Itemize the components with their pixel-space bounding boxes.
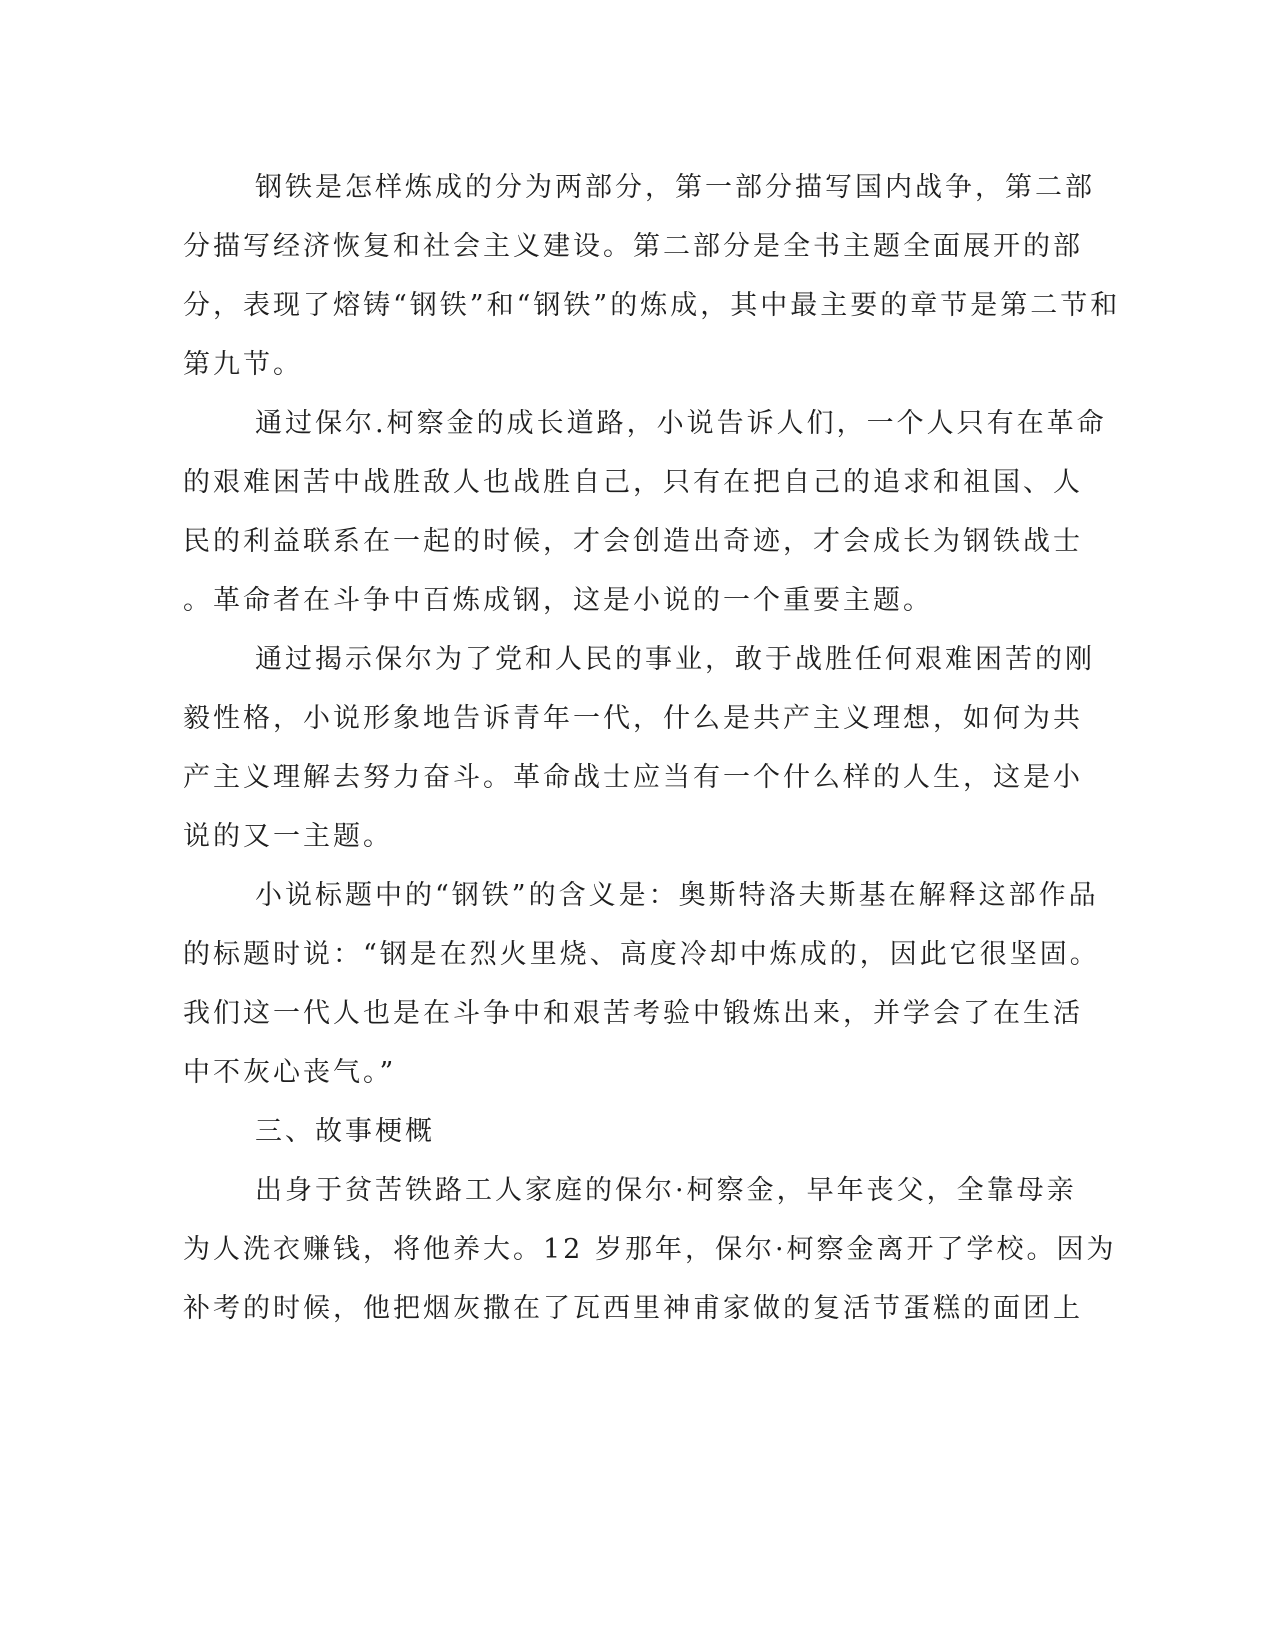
paragraph-5-line-1: 出身于贫苦铁路工人家庭的保尔·柯察金，早年丧父，全靠母亲 (255, 1175, 1077, 1206)
paragraph-1-line-2: 分描写经济恢复和社会主义建设。第二部分是全书主题全面展开的部 (183, 231, 1083, 262)
paragraph-4-line-2: 的标题时说：“钢是在烈火里烧、高度冷却中炼成的，因此它很坚固。 (183, 939, 1100, 970)
paragraph-2-line-1: 通过保尔.柯察金的成长道路，小说告诉人们，一个人只有在革命 (255, 408, 1107, 439)
paragraph-3-line-2: 毅性格，小说形象地告诉青年一代，什么是共产主义理想，如何为共 (183, 703, 1083, 734)
paragraph-4-line-3: 我们这一代人也是在斗争中和艰苦考验中锻炼出来，并学会了在生活 (183, 998, 1083, 1029)
paragraph-5-line-3: 补考的时候，他把烟灰撒在了瓦西里神甫家做的复活节蛋糕的面团上 (183, 1293, 1083, 1324)
paragraph-2-line-4: 。革命者在斗争中百炼成钢，这是小说的一个重要主题。 (183, 585, 933, 616)
paragraph-3-line-1: 通过揭示保尔为了党和人民的事业，敢于战胜任何艰难困苦的刚 (255, 644, 1095, 675)
paragraph-5-line-2: 为人洗衣赚钱，将他养大。12 岁那年，保尔·柯察金离开了学校。因为 (183, 1234, 1117, 1265)
paragraph-4-line-4: 中不灰心丧气。” (183, 1057, 397, 1088)
section-heading: 三、故事梗概 (255, 1116, 435, 1147)
document-body (183, 158, 1121, 1338)
paragraph-3-line-4: 说的又一主题。 (183, 821, 393, 852)
paragraph-1-line-3: 分，表现了熔铸“钢铁”和“钢铁”的炼成，其中最主要的章节是第二节和 (183, 290, 1121, 321)
paragraph-2-line-3: 民的利益联系在一起的时候，才会创造出奇迹，才会成长为钢铁战士 (183, 526, 1083, 557)
paragraph-1-line-1: 钢铁是怎样炼成的分为两部分，第一部分描写国内战争，第二部 (255, 172, 1095, 203)
paragraph-1-line-4: 第九节。 (183, 349, 303, 380)
paragraph-2-line-2: 的艰难困苦中战胜敌人也战胜自己，只有在把自己的追求和祖国、人 (183, 467, 1083, 498)
paragraph-3-line-3: 产主义理解去努力奋斗。革命战士应当有一个什么样的人生，这是小 (183, 762, 1083, 793)
paragraph-4-line-1: 小说标题中的“钢铁”的含义是：奥斯特洛夫斯基在解释这部作品 (255, 880, 1099, 911)
